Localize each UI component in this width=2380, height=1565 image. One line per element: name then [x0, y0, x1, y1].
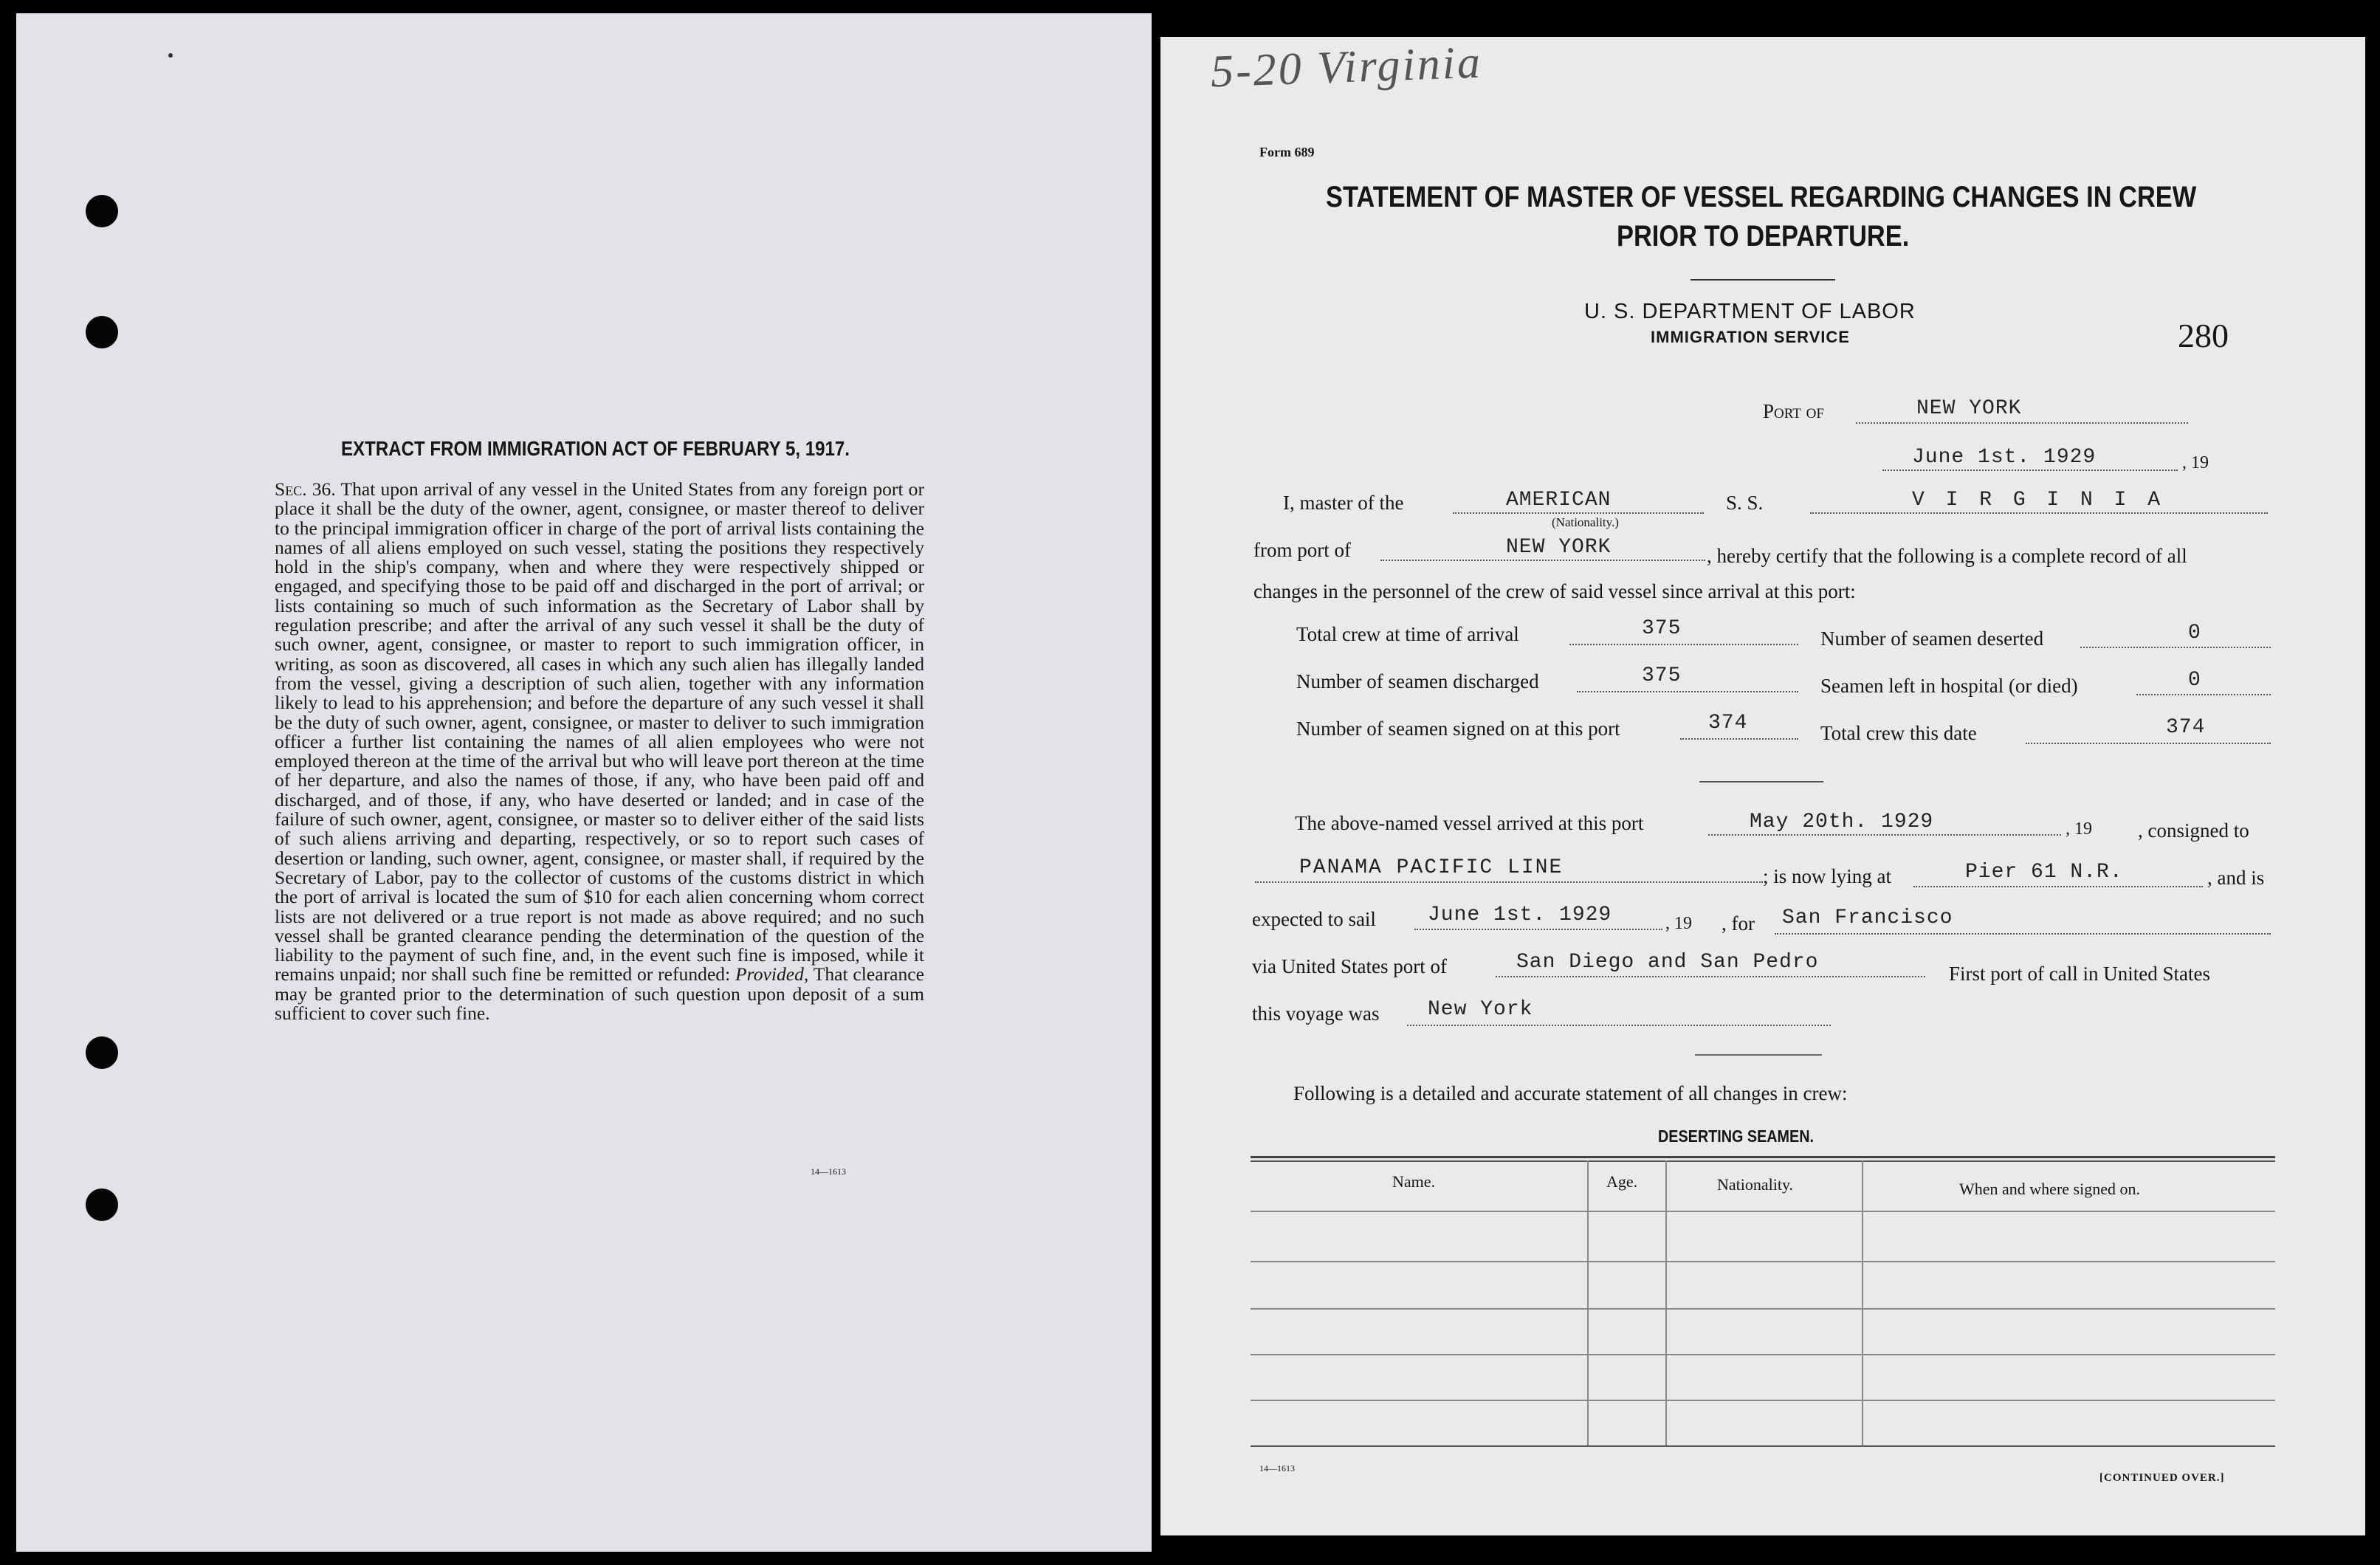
table-row-rule: [1251, 1211, 2275, 1212]
stat-label-crew-arrival: Total crew at time of arrival: [1296, 623, 1519, 645]
table-header-signed-on: When and where signed on.: [1959, 1180, 2140, 1198]
table-rule: [1251, 1160, 2275, 1162]
date-value[interactable]: June 1st. 1929: [1912, 446, 2097, 469]
via-label: via United States port of: [1252, 955, 1447, 977]
stat-dotline: [2080, 647, 2271, 648]
date-suffix: , 19: [2182, 453, 2209, 472]
table-row-rule: [1251, 1445, 2275, 1447]
table-row-rule: [1251, 1308, 2275, 1310]
table-row-rule: [1251, 1400, 2275, 1401]
arrived-value[interactable]: May 20th. 1929: [1750, 811, 1934, 833]
section-divider: [1699, 781, 1823, 782]
from-port-dotline: [1380, 560, 1705, 561]
expected-value[interactable]: June 1st. 1929: [1428, 904, 1612, 926]
for-value[interactable]: San Francisco: [1782, 907, 1953, 929]
stat-label-signed-on: Number of seamen signed on at this port: [1296, 718, 1620, 740]
date-dotline: [1882, 470, 2178, 471]
stat-value-signed-on[interactable]: 374: [1708, 712, 1748, 735]
section-divider: [1695, 1054, 1822, 1056]
expected-dotline: [1414, 929, 1662, 930]
nationality-dotline: [1453, 512, 1704, 514]
table-header-nationality: Nationality.: [1717, 1175, 1794, 1194]
table-row-rule: [1251, 1261, 2275, 1262]
extract-body-part1: That upon arrival of any vessel in the United States from any foreign port or place it shall be the duty of the owner, agent, consignee, or master thereof to deliver to the principal immigration officer in charge of the port of arrival lists containing the names of all aliens employed on such vessel, stating the positions they respectively hold in the ship's company, when and where they were respectively shipped or engaged, and specifying those to be paid off and discharged in the port of arrival; or lists containing so much of such information as the Secretary of Labor shall by regulation prescribe; and after the arrival of any such vessel it shall be the duty of such owner, agent, consignee, or master to report to such immigration officer, in writing, as soon as discovered, all cases in which any such alien has illegally landed from the vessel, giving a description of such alien, together with any information likely to lead to his apprehension; and before the departure of any such vessel it shall be the duty of such owner, agent, consignee, or master to deliver to such immigration officer a further list containing the names of all alien employees who were not employed thereon at the time of the arrival but who will leave port thereon at the time of her departure, and also the names of those, if any, who have been paid off and discharged, and of those, if any, who have deserted or landed; and in case of the failure of such owner, agent, consignee, or master so to deliver either of the said lists of such aliens arriving and departing, respectively, or so to report such cases of desertion or landing, such owner, agent, consignee, or master shall, if required by the Secretary of Labor, pay to the collector of customs of the customs district in which the port of arrival is located the sum of $10 for each alien concerning whom correct lists are not delivered or a true report is not made as above required; and no such vessel shall be granted clearance pending the determination of the question of the liability to the payment of such fine, and, in the event such fine is imposed, while it remains unpaid; nor shall such fine be remitted or refunded:: [275, 478, 925, 986]
handwritten-note: 5-20 Virginia: [1209, 37, 1483, 97]
stat-label-deserted: Number of seamen deserted: [1820, 627, 2044, 650]
table-rule: [1251, 1156, 2275, 1158]
consigned-text: , consigned to: [2138, 819, 2249, 842]
lying-dotline: [1913, 886, 2203, 887]
stat-value-total-this-date[interactable]: 374: [2166, 716, 2206, 739]
form-title-line2: PRIOR TO DEPARTURE.: [1617, 220, 1910, 252]
arrived-text: The above-named vessel arrived at this port: [1295, 812, 1644, 834]
department-name: U. S. DEPARTMENT OF LABOR: [1584, 300, 1916, 323]
form-number: Form 689: [1259, 145, 1315, 159]
table-header-name: Name.: [1392, 1172, 1436, 1191]
stat-dotline: [1680, 738, 1798, 740]
form-title-line1: STATEMENT OF MASTER OF VESSEL REGARDING CHANGES IN CREW: [1326, 181, 2197, 213]
certify-text: , hereby certify that the following is a complete record of all: [1707, 545, 2187, 567]
consignee-dotline: [1255, 881, 1763, 883]
nationality-caption: (Nationality.): [1552, 515, 1619, 529]
table-header-age: Age.: [1606, 1172, 1638, 1191]
lying-text: ; is now lying at: [1763, 865, 1891, 887]
stat-dotline: [2136, 694, 2271, 695]
punch-hole: [86, 1036, 118, 1069]
voyage-label: this voyage was: [1252, 1002, 1380, 1025]
table-rule: [1862, 1160, 1863, 1447]
master-prefix: I, master of the: [1283, 492, 1404, 514]
via-value[interactable]: San Diego and San Pedro: [1516, 951, 1819, 974]
document-number: 280: [2178, 317, 2229, 354]
service-name: IMMIGRATION SERVICE: [1651, 328, 1850, 346]
stat-dotline: [2026, 743, 2271, 744]
stat-value-deserted[interactable]: 0: [2188, 622, 2201, 644]
provided-word: Provided,: [735, 963, 809, 986]
expected-label: expected to sail: [1252, 908, 1376, 930]
table-row-rule: [1251, 1354, 2275, 1355]
stat-label-hospital: Seamen left in hospital (or died): [1820, 675, 2078, 697]
from-port-label: from port of: [1253, 539, 1351, 561]
ss-label: S. S.: [1726, 492, 1764, 514]
lying-value[interactable]: Pier 61 N.R.: [1965, 861, 2123, 884]
punch-hole: [86, 195, 118, 227]
voyage-dotline: [1407, 1025, 1831, 1026]
following-text: Following is a detailed and accurate statement of all changes in crew:: [1293, 1082, 1848, 1104]
punch-hole: [86, 316, 118, 348]
section-label: Sec. 36.: [275, 478, 336, 500]
vessel-dotline: [1810, 512, 2268, 514]
extract-body-text: [275, 480, 924, 1023]
via-dotline: [1496, 976, 1925, 977]
stat-label-total-this-date: Total crew this date: [1820, 722, 1977, 744]
from-port-value[interactable]: NEW YORK: [1506, 536, 1612, 559]
nationality-value[interactable]: AMERICAN: [1506, 489, 1612, 512]
first-port-text: First port of call in United States: [1949, 963, 2210, 985]
specks: [168, 53, 173, 58]
expected-suffix: , 19: [1665, 914, 1692, 933]
vessel-value[interactable]: V I R G I N I A: [1912, 489, 2165, 512]
extract-title: EXTRACT FROM IMMIGRATION ACT OF FEBRUARY 5, 1917.: [341, 437, 850, 460]
stat-label-discharged: Number of seamen discharged: [1296, 670, 1539, 692]
for-dotline: [1775, 933, 2271, 935]
consignee-value[interactable]: PANAMA PACIFIC LINE: [1299, 856, 1564, 879]
extract-body-part2: That clearance may be granted prior to the determination of such question upon deposit of a sum sufficient to cover such fine.: [275, 963, 925, 1025]
stat-dotline: [1569, 644, 1798, 645]
stat-value-hospital[interactable]: 0: [2188, 669, 2201, 692]
for-label: , for: [1722, 912, 1755, 935]
title-divider: [1691, 279, 1835, 281]
deserting-heading: DESERTING SEAMEN.: [1658, 1127, 1815, 1146]
continued-over: [CONTINUED OVER.]: [2099, 1472, 2225, 1484]
stat-value-crew-arrival[interactable]: 375: [1642, 617, 1682, 640]
bottom-print-code: 14—1613: [1259, 1463, 1295, 1473]
stat-dotline: [1577, 691, 1798, 692]
changes-text: changes in the personnel of the crew of said vessel since arrival at this port:: [1253, 580, 1856, 602]
right-page: [1160, 37, 2365, 1535]
and-is-text: , and is: [2207, 867, 2265, 889]
voyage-value[interactable]: New York: [1428, 998, 1533, 1021]
left-print-code: 14—1613: [811, 1166, 846, 1177]
stat-value-discharged[interactable]: 375: [1642, 664, 1682, 687]
port-dotline: [1856, 422, 2188, 424]
port-value[interactable]: NEW YORK: [1916, 397, 2022, 420]
arrived-dotline: [1708, 834, 2061, 836]
table-rule: [1587, 1160, 1589, 1447]
punch-hole: [86, 1189, 118, 1221]
port-label: Port of: [1763, 400, 1824, 422]
table-rule: [1665, 1160, 1667, 1447]
arrived-suffix: , 19: [2066, 819, 2092, 839]
